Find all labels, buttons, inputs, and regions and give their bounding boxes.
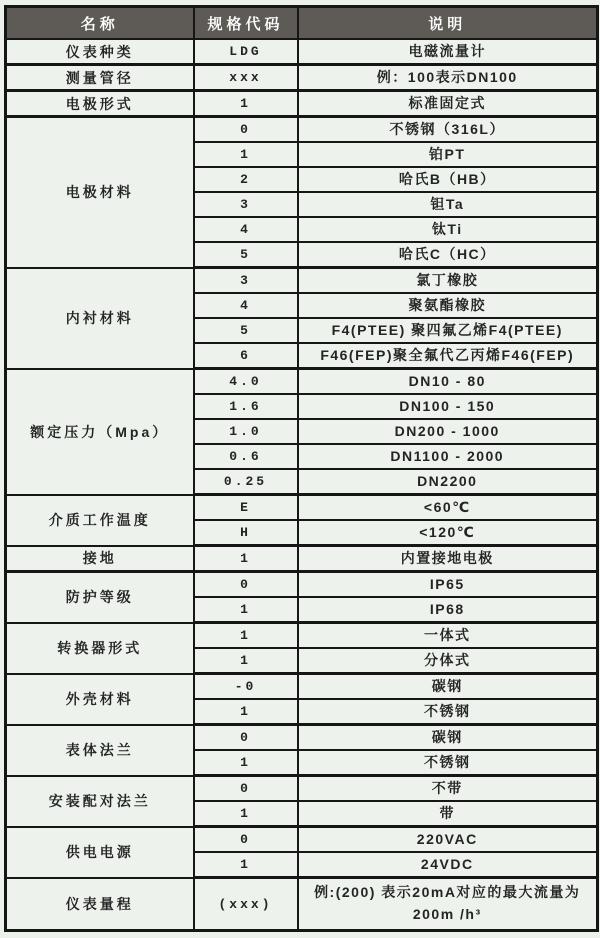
group-name-cell: 防护等级 <box>6 572 194 623</box>
spec-description-cell: 分体式 <box>298 648 598 674</box>
spec-code-cell: 1 <box>194 699 298 725</box>
spec-description-cell: 例:(200) 表示20mA对应的最大流量为200m /h³ <box>298 878 598 931</box>
spec-description-cell: <120℃ <box>298 520 598 546</box>
spec-code-cell: 1 <box>194 546 298 572</box>
spec-description-cell: 24VDC <box>298 852 598 878</box>
group-name-cell: 测量管径 <box>6 65 194 91</box>
group-name-cell: 接地 <box>6 546 194 572</box>
spec-description-cell: F46(FEP)聚全氟代乙丙烯F46(FEP) <box>298 343 598 369</box>
spec-description-cell: 碳钢 <box>298 674 598 700</box>
group-name-cell: 电极材料 <box>6 117 194 268</box>
spec-code-cell: 4 <box>194 293 298 318</box>
spec-code-cell: H <box>194 520 298 546</box>
spec-code-cell: E <box>194 495 298 521</box>
spec-code-cell: 0.25 <box>194 469 298 495</box>
table-row <box>6 725 598 751</box>
spec-description-cell: DN200 - 1000 <box>298 419 598 444</box>
table-row <box>6 572 598 598</box>
spec-description-cell: 内置接地电极 <box>298 546 598 572</box>
spec-code-cell: 4.0 <box>194 369 298 395</box>
table-row <box>6 495 598 521</box>
spec-code-cell: 5 <box>194 318 298 343</box>
spec-description-cell: 不锈钢 <box>298 750 598 776</box>
spec-code-cell: 1 <box>194 91 298 117</box>
spec-code-cell: 0.6 <box>194 444 298 469</box>
spec-code-cell: LDG <box>194 39 298 65</box>
spec-code-cell: 4 <box>194 217 298 242</box>
spec-code-cell: 1 <box>194 801 298 827</box>
spec-description-cell: 铂PT <box>298 142 598 167</box>
column-header-code: 规格代码 <box>194 7 298 40</box>
spec-description-cell: 一体式 <box>298 623 598 649</box>
spec-code-cell: xxx <box>194 65 298 91</box>
spec-description-cell: 不锈钢（316L） <box>298 117 598 143</box>
spec-description-cell: 碳钢 <box>298 725 598 751</box>
group-name-cell: 额定压力（Mpa） <box>6 369 194 495</box>
table-row <box>6 623 598 649</box>
group-name-cell: 外壳材料 <box>6 674 194 725</box>
group-name-cell: 转换器形式 <box>6 623 194 674</box>
table-row <box>6 674 598 700</box>
spec-description-cell: IP68 <box>298 597 598 623</box>
spec-description-cell: DN1100 - 2000 <box>298 444 598 469</box>
spec-code-cell: 2 <box>194 167 298 192</box>
group-name-cell: 供电电源 <box>6 827 194 878</box>
table-row <box>6 91 598 117</box>
group-name-cell: 安装配对法兰 <box>6 776 194 827</box>
spec-code-cell: 3 <box>194 192 298 217</box>
table-row <box>6 65 598 91</box>
spec-code-cell: 0 <box>194 572 298 598</box>
spec-description-cell: F4(PTEE) 聚四氟乙烯F4(PTEE) <box>298 318 598 343</box>
spec-description-cell: IP65 <box>298 572 598 598</box>
table-row <box>6 878 598 931</box>
spec-description-cell: <60℃ <box>298 495 598 521</box>
group-name-cell: 介质工作温度 <box>6 495 194 546</box>
spec-description-cell: 哈氏B（HB） <box>298 167 598 192</box>
spec-code-cell: 1 <box>194 852 298 878</box>
table-row <box>6 268 598 294</box>
group-name-cell: 仪表量程 <box>6 878 194 931</box>
spec-description-cell: 钽Ta <box>298 192 598 217</box>
spec-description-cell: DN2200 <box>298 469 598 495</box>
spec-code-cell: 1 <box>194 623 298 649</box>
table-row <box>6 776 598 802</box>
group-name-cell: 仪表种类 <box>6 39 194 65</box>
spec-description-cell: 不锈钢 <box>298 699 598 725</box>
group-name-cell: 电极形式 <box>6 91 194 117</box>
spec-description-cell: 聚氨酯橡胶 <box>298 293 598 318</box>
spec-code-cell: 1 <box>194 597 298 623</box>
spec-description-cell: 哈氏C（HC） <box>298 242 598 268</box>
spec-description-cell: 带 <box>298 801 598 827</box>
group-name-cell: 表体法兰 <box>6 725 194 776</box>
column-header-description: 说明 <box>298 7 598 40</box>
spec-code-cell: 3 <box>194 268 298 294</box>
spec-code-cell: 1 <box>194 750 298 776</box>
group-name-cell: 内衬材料 <box>6 268 194 369</box>
spec-code-cell: 1 <box>194 142 298 167</box>
spec-description-cell: 氯丁橡胶 <box>298 268 598 294</box>
spec-code-cell: 1.0 <box>194 419 298 444</box>
spec-code-cell: -0 <box>194 674 298 700</box>
spec-code-cell: 0 <box>194 725 298 751</box>
table-row <box>6 39 598 65</box>
spec-description-cell: 例：100表示DN100 <box>298 65 598 91</box>
spec-description-cell: 220VAC <box>298 827 598 853</box>
spec-code-cell: 1.6 <box>194 394 298 419</box>
flowmeter-spec-table <box>4 5 599 932</box>
spec-description-cell: DN100 - 150 <box>298 394 598 419</box>
spec-description-cell: 钛Ti <box>298 217 598 242</box>
spec-code-cell: 0 <box>194 827 298 853</box>
spec-code-cell: 0 <box>194 117 298 143</box>
spec-code-cell: 1 <box>194 648 298 674</box>
header-row <box>6 7 598 40</box>
spec-code-cell: (xxx) <box>194 878 298 931</box>
spec-description-cell: 标准固定式 <box>298 91 598 117</box>
spec-code-cell: 5 <box>194 242 298 268</box>
table-row <box>6 827 598 853</box>
column-header-name: 名称 <box>6 7 194 40</box>
table-row <box>6 546 598 572</box>
spec-description-cell: 电磁流量计 <box>298 39 598 65</box>
spec-description-cell: DN10 - 80 <box>298 369 598 395</box>
table-row <box>6 117 598 143</box>
table-row <box>6 369 598 395</box>
spec-code-cell: 0 <box>194 776 298 802</box>
spec-code-cell: 6 <box>194 343 298 369</box>
spec-description-cell: 不带 <box>298 776 598 802</box>
